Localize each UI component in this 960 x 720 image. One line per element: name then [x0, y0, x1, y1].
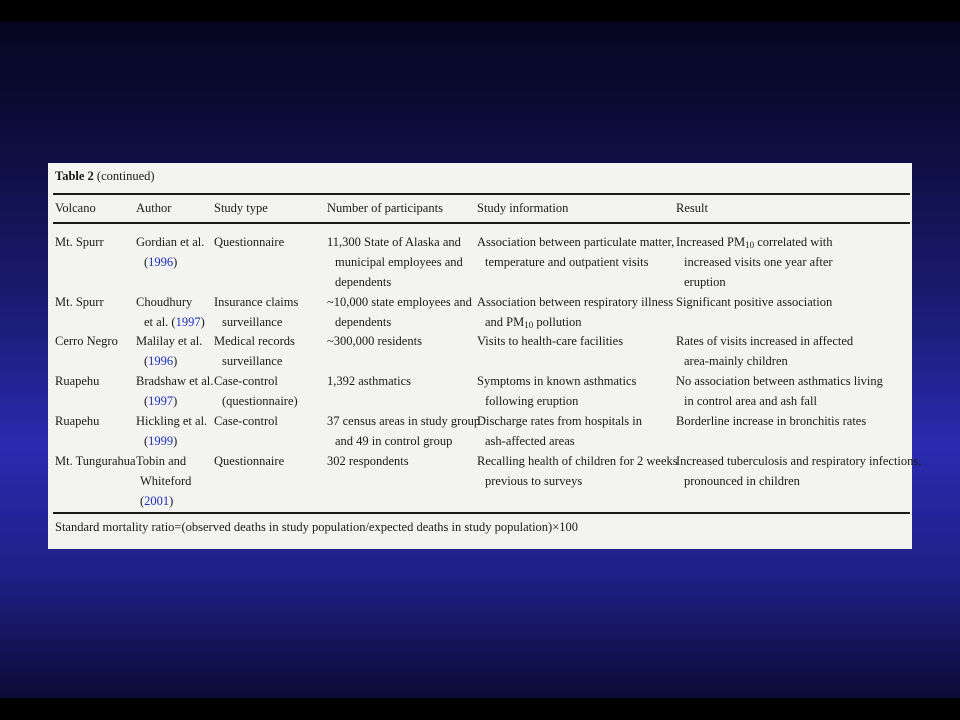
cell-author [136, 292, 216, 332]
table-caption-suffix: (continued) [93, 169, 155, 183]
cell-author [136, 451, 216, 511]
author-name: Choudhury [136, 295, 193, 309]
citation-year-link[interactable]: 2001 [144, 494, 170, 508]
participants-line: dependents [335, 275, 392, 289]
header-participants: Number of participants [327, 201, 443, 215]
cite-close: ) [200, 315, 205, 329]
result-line: No association between asthmatics living [676, 374, 883, 388]
participants-line: 11,300 State of Alaska and [327, 235, 461, 249]
participants-line: 1,392 asthmatics [327, 374, 412, 388]
top-rule [53, 193, 910, 195]
cell-study-info [477, 451, 678, 491]
cite-open: ( [144, 394, 149, 408]
result-line: area-mainly children [684, 354, 788, 368]
result-line: Borderline increase in bronchitis rates [676, 414, 867, 428]
participants-line: 302 respondents [327, 454, 409, 468]
cell-study-info [477, 232, 673, 272]
cell-study-type [214, 371, 322, 411]
author-name: Gordian et al. [136, 235, 205, 249]
participants-line: dependents [335, 315, 392, 329]
cell-study-type [214, 451, 322, 471]
info-text: and PM [485, 315, 525, 329]
participants-line: ~300,000 residents [327, 334, 422, 348]
cell-participants [327, 371, 475, 391]
cell-study-info [477, 292, 673, 332]
info-text: pollution [533, 315, 582, 329]
cell-study-type [214, 331, 322, 371]
cell-participants [327, 292, 475, 332]
participants-line: and 49 in control group [335, 434, 453, 448]
info-line: following eruption [485, 394, 579, 408]
cell-result [676, 292, 910, 312]
result-line: pronounced in children [684, 474, 800, 488]
result-line: eruption [684, 275, 726, 289]
study-type-line: Questionnaire [214, 454, 285, 468]
top-black-bar [0, 0, 960, 22]
table-footnote: Standard mortality ratio=(observed deaths in study population/expected deaths in study population)×100 [55, 520, 579, 534]
table-caption [55, 169, 155, 184]
cell-author [136, 371, 216, 411]
result-text: correlated with [754, 235, 833, 249]
author-citation [136, 391, 216, 411]
header-study-type: Study type [214, 201, 268, 215]
participants-line: 37 census areas in study group [327, 414, 481, 428]
cite-open: ( [144, 255, 149, 269]
study-type-line: (questionnaire) [222, 394, 298, 408]
cell-study-info [477, 371, 673, 411]
study-type-line: Medical records [214, 334, 295, 348]
cell-volcano: Cerro Negro [55, 334, 118, 348]
author-name: Whiteford [140, 474, 192, 488]
cell-author [136, 331, 216, 371]
cell-study-info [477, 331, 673, 351]
author-name: Tobin and [136, 454, 187, 468]
author-citation [136, 252, 216, 272]
cell-author [136, 411, 216, 451]
header-study-info: Study information [477, 201, 569, 215]
table-image [48, 163, 922, 549]
cell-participants [327, 232, 475, 292]
info-line: Association between particulate matter, [477, 235, 675, 249]
cell-volcano: Mt. Spurr [55, 295, 104, 309]
study-type-line: Case-control [214, 414, 278, 428]
bottom-rule [53, 512, 910, 514]
author-citation [136, 351, 216, 371]
cite-close: ) [173, 255, 178, 269]
cell-result [676, 371, 910, 411]
study-type-line: Questionnaire [214, 235, 285, 249]
result-line: Increased tuberculosis and respiratory infections, [676, 454, 922, 468]
participants-line: municipal employees and [335, 255, 463, 269]
info-line [477, 312, 673, 332]
header-author: Author [136, 201, 172, 215]
result-line: Rates of visits increased in affected [676, 334, 854, 348]
cite-open: ( [144, 354, 149, 368]
result-line [676, 232, 910, 252]
citation-year-link[interactable]: 1999 [148, 434, 174, 448]
author-name: Bradshaw et al. [136, 374, 214, 388]
cell-volcano: Mt. Spurr [55, 235, 104, 249]
citation-year-link[interactable]: 1996 [148, 354, 174, 368]
author-name: Hickling et al. [136, 414, 208, 428]
cell-result [676, 411, 910, 431]
citation-year-link[interactable]: 1997 [175, 315, 201, 329]
cell-participants [327, 331, 475, 351]
result-text: Increased PM [676, 235, 746, 249]
cite-open: ( [144, 434, 149, 448]
result-line: increased visits one year after [684, 255, 833, 269]
cell-volcano: Ruapehu [55, 374, 100, 388]
info-line: Visits to health-care facilities [477, 334, 624, 348]
cite-close: ) [173, 394, 178, 408]
study-type-line: surveillance [222, 354, 283, 368]
info-line: Recalling health of children for 2 weeks [477, 454, 678, 468]
author-name: Malilay et al. [136, 334, 203, 348]
cell-study-info [477, 411, 673, 451]
cell-result [676, 232, 910, 292]
info-line: Association between respiratory illness [477, 295, 674, 309]
info-line: Symptoms in known asthmatics [477, 374, 637, 388]
pm-subscript: 10 [524, 320, 534, 330]
info-line: temperature and outpatient visits [485, 255, 649, 269]
author-citation [136, 491, 216, 511]
cell-volcano: Ruapehu [55, 414, 100, 428]
author-citation [136, 312, 216, 332]
cell-study-type [214, 411, 322, 431]
cell-study-type [214, 232, 322, 252]
cite-close: ) [173, 434, 178, 448]
pm-subscript: 10 [745, 240, 755, 250]
study-type-line: Case-control [214, 374, 278, 388]
bottom-black-bar [0, 698, 960, 720]
citation-year-link[interactable]: 1996 [148, 255, 174, 269]
cell-participants [327, 411, 481, 451]
cite-open: ( [140, 494, 145, 508]
result-line: Significant positive association [676, 295, 833, 309]
author-citation [136, 431, 216, 451]
cite-open: et al. ( [144, 315, 176, 329]
info-line: ash-affected areas [485, 434, 575, 448]
table-caption-label: Table 2 [55, 169, 94, 183]
study-type-line: surveillance [222, 315, 283, 329]
info-line: Discharge rates from hospitals in [477, 414, 643, 428]
cell-result [676, 451, 922, 491]
cell-participants [327, 451, 475, 471]
header-volcano: Volcano [55, 201, 96, 215]
info-line: previous to surveys [485, 474, 583, 488]
citation-year-link[interactable]: 1997 [148, 394, 174, 408]
header-rule [53, 222, 910, 224]
study-type-line: Insurance claims [214, 295, 299, 309]
result-line: in control area and ash fall [684, 394, 817, 408]
participants-line: ~10,000 state employees and [327, 295, 472, 309]
cell-volcano: Mt. Tungurahua [55, 454, 136, 468]
cell-study-type [214, 292, 322, 332]
cite-close: ) [169, 494, 174, 508]
cell-author [136, 232, 216, 272]
header-result: Result [676, 201, 708, 215]
cite-close: ) [173, 354, 178, 368]
cell-result [676, 331, 910, 371]
